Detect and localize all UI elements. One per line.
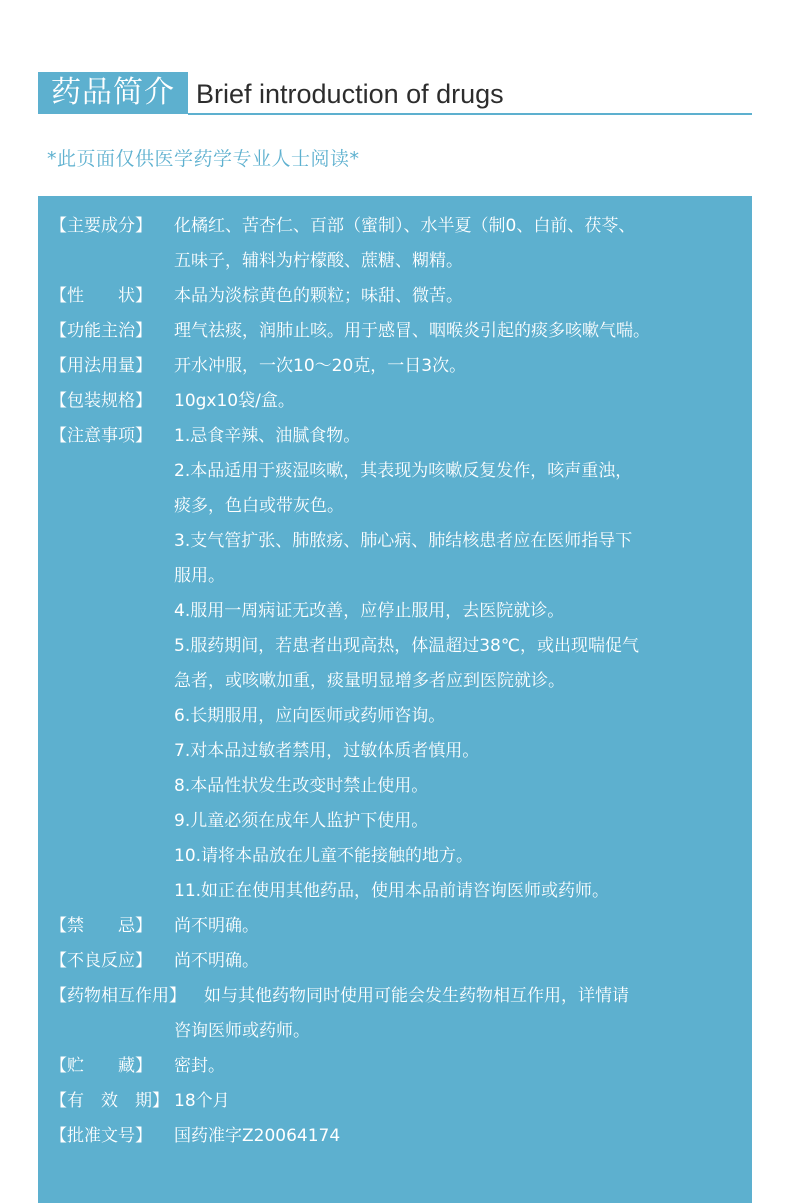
info-row xyxy=(50,982,750,1046)
info-content xyxy=(174,422,750,906)
info-content xyxy=(174,1087,750,1116)
info-content xyxy=(174,912,750,941)
info-label: 【有 效 期】 xyxy=(50,1091,169,1111)
info-line: 服用。 xyxy=(174,566,225,586)
info-label: 【禁 忌】 xyxy=(50,916,152,936)
section-title-en: Brief introduction of drugs xyxy=(196,79,504,109)
info-line: 2.本品适用于痰湿咳嗽，其表现为咳嗽反复发作，咳声重浊， xyxy=(174,461,633,481)
info-line: 密封。 xyxy=(174,1056,225,1076)
info-line: 尚不明确。 xyxy=(174,951,259,971)
section-header xyxy=(38,72,752,116)
info-row xyxy=(50,387,750,416)
section-title-cn: 药品简介 xyxy=(38,72,188,114)
info-label: 【贮 藏】 xyxy=(50,1056,152,1076)
info-line: 7.对本品过敏者禁用，过敏体质者慎用。 xyxy=(174,741,480,761)
info-line: 本品为淡棕黄色的颗粒；味甜、微苦。 xyxy=(174,286,463,306)
info-line: 1.忌食辛辣、油腻食物。 xyxy=(174,426,361,446)
info-line: 3.支气管扩张、肺脓疡、肺心病、肺结核患者应在医师指导下 xyxy=(174,531,633,551)
info-line: 如与其他药物同时使用可能会发生药物相互作用，详情请 xyxy=(204,986,629,1006)
info-line: 咨询医师或药师。 xyxy=(174,1021,310,1041)
info-row xyxy=(50,1052,750,1081)
info-line: 6.长期服用，应向医师或药师咨询。 xyxy=(174,706,446,726)
info-content xyxy=(174,1122,750,1151)
info-label: 【主要成分】 xyxy=(50,216,152,236)
drug-info-list xyxy=(50,212,750,1157)
info-line: 痰多，色白或带灰色。 xyxy=(174,496,344,516)
info-line: 尚不明确。 xyxy=(174,916,259,936)
header-underline xyxy=(188,113,752,115)
info-line: 11.如正在使用其他药品，使用本品前请咨询医师或药师。 xyxy=(174,881,610,901)
info-row xyxy=(50,317,750,346)
info-line: 10gx10袋/盒。 xyxy=(174,391,295,411)
info-content xyxy=(174,317,750,346)
info-label: 【功能主治】 xyxy=(50,321,152,341)
info-line: 化橘红、苦杏仁、百部（蜜制）、水半夏（制0、白前、茯苓、 xyxy=(174,216,636,236)
info-row xyxy=(50,912,750,941)
info-row xyxy=(50,212,750,276)
info-label: 【药物相互作用】 xyxy=(50,986,186,1006)
info-row xyxy=(50,1087,750,1116)
info-line: 理气祛痰，润肺止咳。用于感冒、咽喉炎引起的痰多咳嗽气喘。 xyxy=(174,321,650,341)
info-line: 5.服药期间，若患者出现高热，体温超过38℃，或出现喘促气 xyxy=(174,636,639,656)
info-row xyxy=(50,1122,750,1151)
info-content xyxy=(174,982,750,1046)
info-line: 18个月 xyxy=(174,1091,230,1111)
info-line: 10.请将本品放在儿童不能接触的地方。 xyxy=(174,846,474,866)
info-line: 急者，或咳嗽加重，痰量明显增多者应到医院就诊。 xyxy=(174,671,565,691)
info-line: 五味子，辅料为柠檬酸、蔗糖、糊精。 xyxy=(174,251,463,271)
info-line: 8.本品性状发生改变时禁止使用。 xyxy=(174,776,429,796)
professional-notice: *此页面仅供医学药学专业人士阅读* xyxy=(47,148,360,170)
info-content xyxy=(174,1052,750,1081)
info-row xyxy=(50,282,750,311)
info-row xyxy=(50,947,750,976)
info-label: 【用法用量】 xyxy=(50,356,152,376)
info-content xyxy=(174,352,750,381)
info-row xyxy=(50,422,750,906)
info-content xyxy=(174,947,750,976)
info-content xyxy=(174,212,750,276)
drug-info-panel xyxy=(38,196,752,1203)
info-label: 【不良反应】 xyxy=(50,951,152,971)
info-label: 【批准文号】 xyxy=(50,1126,152,1146)
info-line: 开水冲服，一次10～20克，一日3次。 xyxy=(174,356,467,376)
info-content xyxy=(174,282,750,311)
info-label: 【注意事项】 xyxy=(50,426,152,446)
info-label: 【包装规格】 xyxy=(50,391,152,411)
info-label: 【性 状】 xyxy=(50,286,152,306)
info-content xyxy=(174,387,750,416)
info-line: 4.服用一周病证无改善，应停止服用，去医院就诊。 xyxy=(174,601,565,621)
info-line: 国药准字Z20064174 xyxy=(174,1126,341,1146)
info-line: 9.儿童必须在成年人监护下使用。 xyxy=(174,811,429,831)
info-row xyxy=(50,352,750,381)
